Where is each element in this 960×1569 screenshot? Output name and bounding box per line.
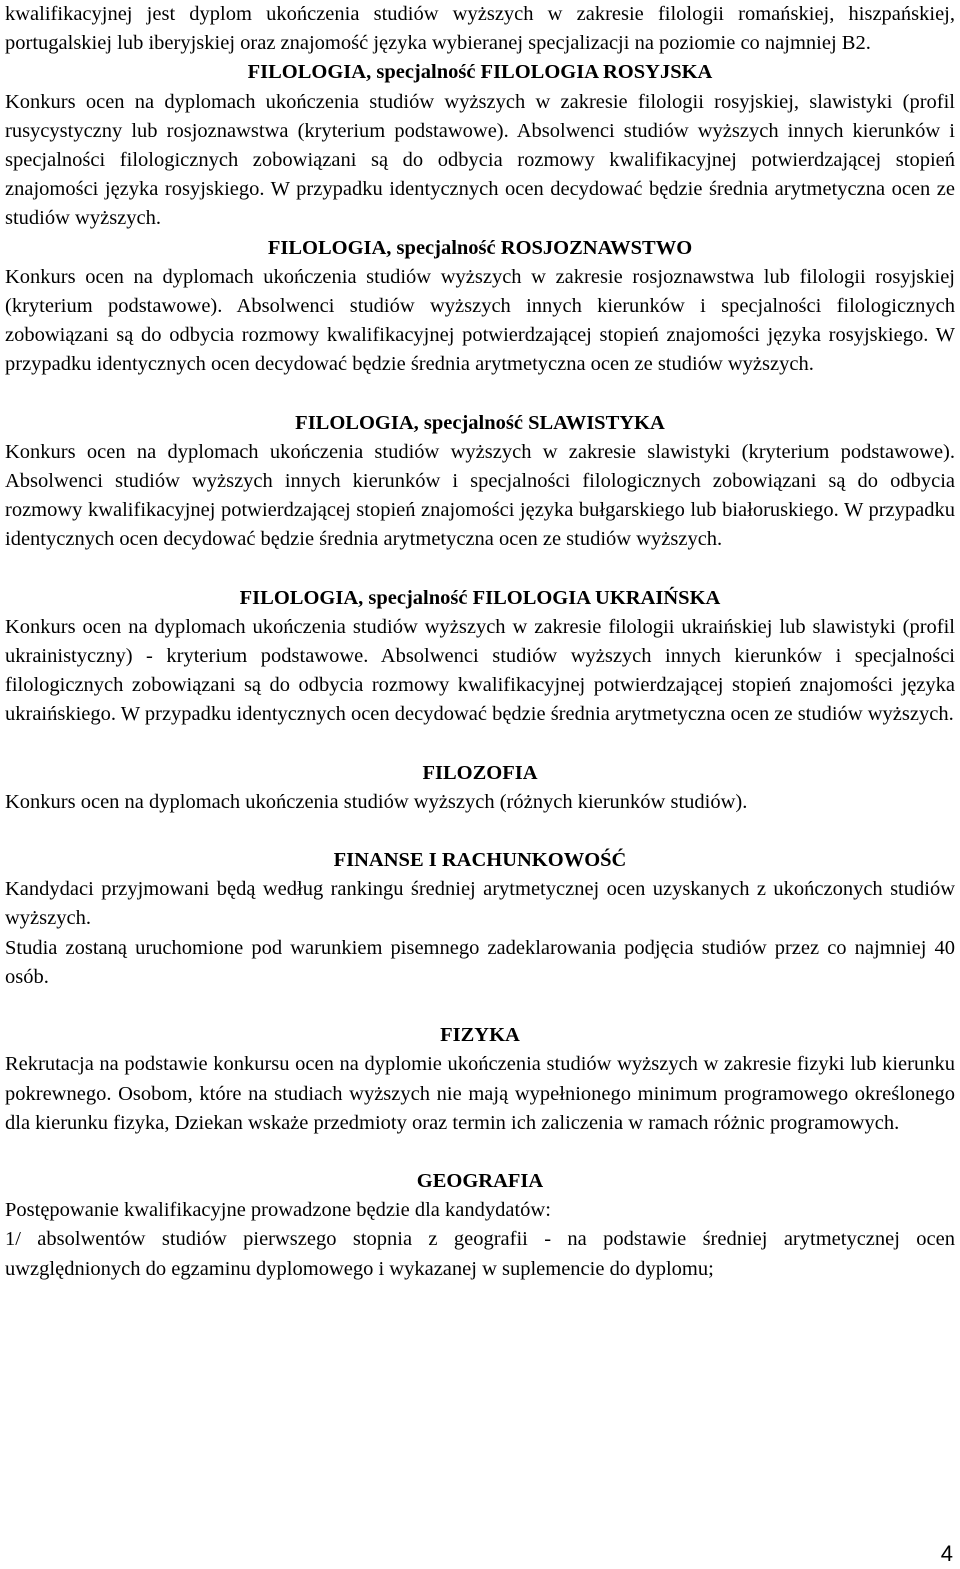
section-heading: FILOLOGIA, specjalność SLAWISTYKA <box>295 411 665 434</box>
section-heading: FILOLOGIA, specjalność ROSJOZNAWSTWO <box>267 236 693 259</box>
section-fizyka <box>5 1021 955 1138</box>
section-geografia <box>5 1167 955 1284</box>
section-body: Konkurs ocen na dyplomach ukończenia studiów wyższych w zakresie filologii ukraińskiej lub slawistyki (profil ukrainistyczny) - kryterium podstawowe. Absolwenci studiów wyższych innych kierunków i specjalności filologicznych zobowiązani są do odbycia rozmowy kwalifikacyjnej potwierdzającej stopień znajomości języka ukraińskiego. W przypadku identycznych ocen decydować będzie średnia arytmetyczna ocen ze studiów wyższych. <box>5 615 955 726</box>
section-filozofia <box>5 759 955 817</box>
section-heading: GEOGRAFIA <box>416 1169 544 1192</box>
section-rosjoznawstwo <box>5 234 955 380</box>
section-body: Postępowanie kwalifikacyjne prowadzone będzie dla kandydatów: <box>5 1199 551 1222</box>
section-body: Konkurs ocen na dyplomach ukończenia studiów wyższych w zakresie filologii rosyjskiej, slawistyki (profil rusycystyczny lub rosjoznawstwa (kryterium podstawowe). Absolwenci studiów wyższych innych kierunków i specjalności filologicznych zobowiązani są do odbycia rozmowy kwalifikacyjnej potwierdzającej stopień znajomości języka rosyjskiego. W przypadku identycznych ocen decydować będzie średnia arytmetyczna ocen ze studiów wyższych. <box>5 90 955 230</box>
section-body: Kandydaci przyjmowani będą według rankingu średniej arytmetycznej ocen uzyskanych z ukończonych studiów wyższych. <box>5 878 955 930</box>
section-filologia-rosyjska <box>5 58 955 233</box>
section-filologia-ukrainska <box>5 584 955 730</box>
section-heading: FILOLOGIA, specjalność FILOLOGIA ROSYJSKA <box>247 61 713 84</box>
page-number: 4 <box>940 1541 953 1566</box>
section-heading: FILOLOGIA, specjalność FILOLOGIA UKRAIŃSKA <box>239 586 721 609</box>
intro-paragraph: kwalifikacyjnej jest dyplom ukończenia studiów wyższych w zakresie filologii romańskiej, hiszpańskiej, portugalskiej lub iberyjskiej oraz znajomość języka wybieranej specjalizacji na poziomie co najmniej B2. <box>5 3 955 55</box>
section-body: Konkurs ocen na dyplomach ukończenia studiów wyższych w zakresie slawistyki (kryterium podstawowe). Absolwenci studiów wyższych innych kierunków i specjalności filologicznych zobowiązani są do odbycia rozmowy kwalifikacyjnej potwierdzającej stopień znajomości języka bułgarskiego lub białoruskiego. W przypadku identycznych ocen decydować będzie średnia arytmetyczna ocen ze studiów wyższych. <box>5 440 955 551</box>
section-body: Konkurs ocen na dyplomach ukończenia studiów wyższych w zakresie rosjoznawstwa lub filologii rosyjskiej (kryterium podstawowe). Absolwenci studiów wyższych innych kierunków i specjalności filologicznych zobowiązani są do odbycia rozmowy kwalifikacyjnej potwierdzającej stopień znajomości języka rosyjskiego. W przypadku identycznych ocen decydować będzie średnia arytmetyczna ocen ze studiów wyższych. <box>5 265 955 376</box>
section-finanse-i-rachunkowosc <box>5 846 955 992</box>
section-body-second: 1/ absolwentów studiów pierwszego stopnia z geografii - na podstawie średniej arytmetycznej ocen uwzględnionych do egzaminu dyplomowego i wykazanej w suplemencie do dyplomu; <box>5 1228 955 1280</box>
section-heading: FIZYKA <box>440 1024 520 1047</box>
section-heading: FINANSE I RACHUNKOWOŚĆ <box>333 849 627 872</box>
section-body: Konkurs ocen na dyplomach ukończenia studiów wyższych (różnych kierunków studiów). <box>5 790 748 813</box>
section-body: Rekrutacja na podstawie konkursu ocen na dyplomie ukończenia studiów wyższych w zakresie fizyki lub kierunku pokrewnego. Osobom, które na studiach wyższych nie mają wypełnionego minimum programowego określonego dla kierunku fizyka, Dziekan wskaże przedmioty oraz termin ich zaliczenia w ramach różnic programowych. <box>5 1053 955 1134</box>
section-body-second: Studia zostaną uruchomione pod warunkiem pisemnego zadeklarowania podjęcia studiów przez co najmniej 40 osób. <box>5 936 955 988</box>
document-page <box>5 0 955 1284</box>
section-slawistyka <box>5 409 955 555</box>
section-heading: FILOZOFIA <box>422 761 538 784</box>
